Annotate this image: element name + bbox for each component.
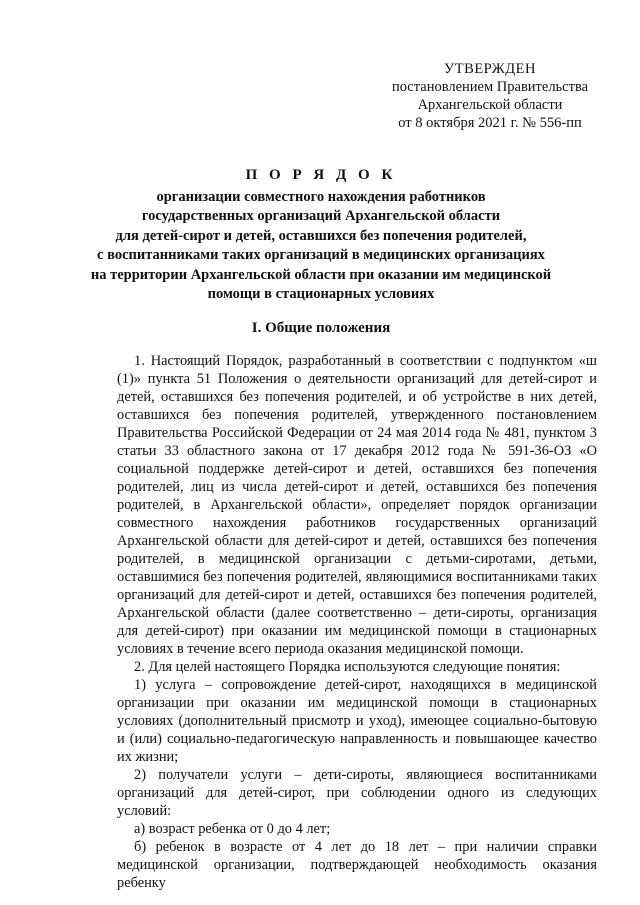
approval-title: УТВЕРЖДЕН bbox=[444, 61, 536, 77]
title-heading: П О Р Я Д О К bbox=[245, 167, 397, 183]
approval-stamp bbox=[360, 60, 620, 132]
paragraph: а) возраст ребенка от 0 до 4 лет; bbox=[134, 821, 331, 837]
approval-line-2: Архангельской области bbox=[417, 97, 563, 113]
title-line: для детей-сирот и детей, оставшихся без попечения родителей, bbox=[115, 227, 527, 244]
approval-line-3: от 8 октября 2021 г. № 556-пп bbox=[398, 115, 582, 131]
title-line: с воспитанниками таких организаций в медицинских организациях bbox=[97, 247, 545, 263]
title-line: организации совместного нахождения работников bbox=[156, 188, 486, 205]
section-heading: I. Общие положения bbox=[251, 320, 391, 336]
paragraph: 2. Для целей настоящего Порядка используются следующие понятия: bbox=[134, 659, 561, 675]
paragraph: 2) получатели услуги – дети-сироты, являющиеся воспитанниками организаций для детей-сирот, при соблюдении одного из следующих условий: bbox=[117, 767, 597, 819]
title-line: на территории Архангельской области при оказании им медицинской bbox=[90, 266, 552, 283]
paragraph: б) ребенок в возрасте от 4 лет до 18 лет – при наличии справки медицинской организации, подтверждающей необходимость оказания ребенку bbox=[117, 839, 597, 891]
paragraph: 1) услуга – сопровождение детей-сирот, находящихся в медицинской организации при оказании им медицинской помощи в стационарных условиях (дополнительный присмотр и уход), имеющее социально-бытовую и (или) социально-педагогическую направленность и повышающее качество их жизни; bbox=[117, 677, 597, 765]
title-line: государственных организаций Архангельской области bbox=[141, 208, 501, 224]
document-body bbox=[117, 352, 597, 892]
document-title bbox=[60, 166, 582, 305]
approval-line-1: постановлением Правительства bbox=[391, 79, 589, 95]
title-line: помощи в стационарных условиях bbox=[207, 286, 435, 302]
paragraph: 1. Настоящий Порядок, разработанный в соответствии с подпунктом «ш (1)» пункта 51 Положения о деятельности организаций для детей-сирот и детей, оставшихся без попечения родителей, и об устройстве в них детей, оставшихся без попечения родителей, утвержденного постановлением Правительства Российской Федерации от 24 мая 2014 года № 481, пунктом 3 статьи 33 областного закона от 17 декабря 2012 года № 591-36-ОЗ «О социальной поддержке детей-сирот и детей, оставшихся без попечения родителей, лиц из числа детей-сирот и детей, оставшихся без попечения родителей, в Архангельской области», определяет порядок организации совместного нахождения работников государственных организаций Архангельской области для детей-сирот и детей, оставшихся без попечения родителей, в медицинской организации с детьми-сиротами, детьми, оставшимися без попечения родителей, являющимися воспитанниками таких организаций для детей-сирот и детей, оставшихся без попечения родителей, Архангельской области (далее соответственно – дети-сироты, организация для детей-сирот) при оказании им медицинской помощи в стационарных условиях в течение всего периода оказания медицинской помощи. bbox=[117, 353, 597, 657]
